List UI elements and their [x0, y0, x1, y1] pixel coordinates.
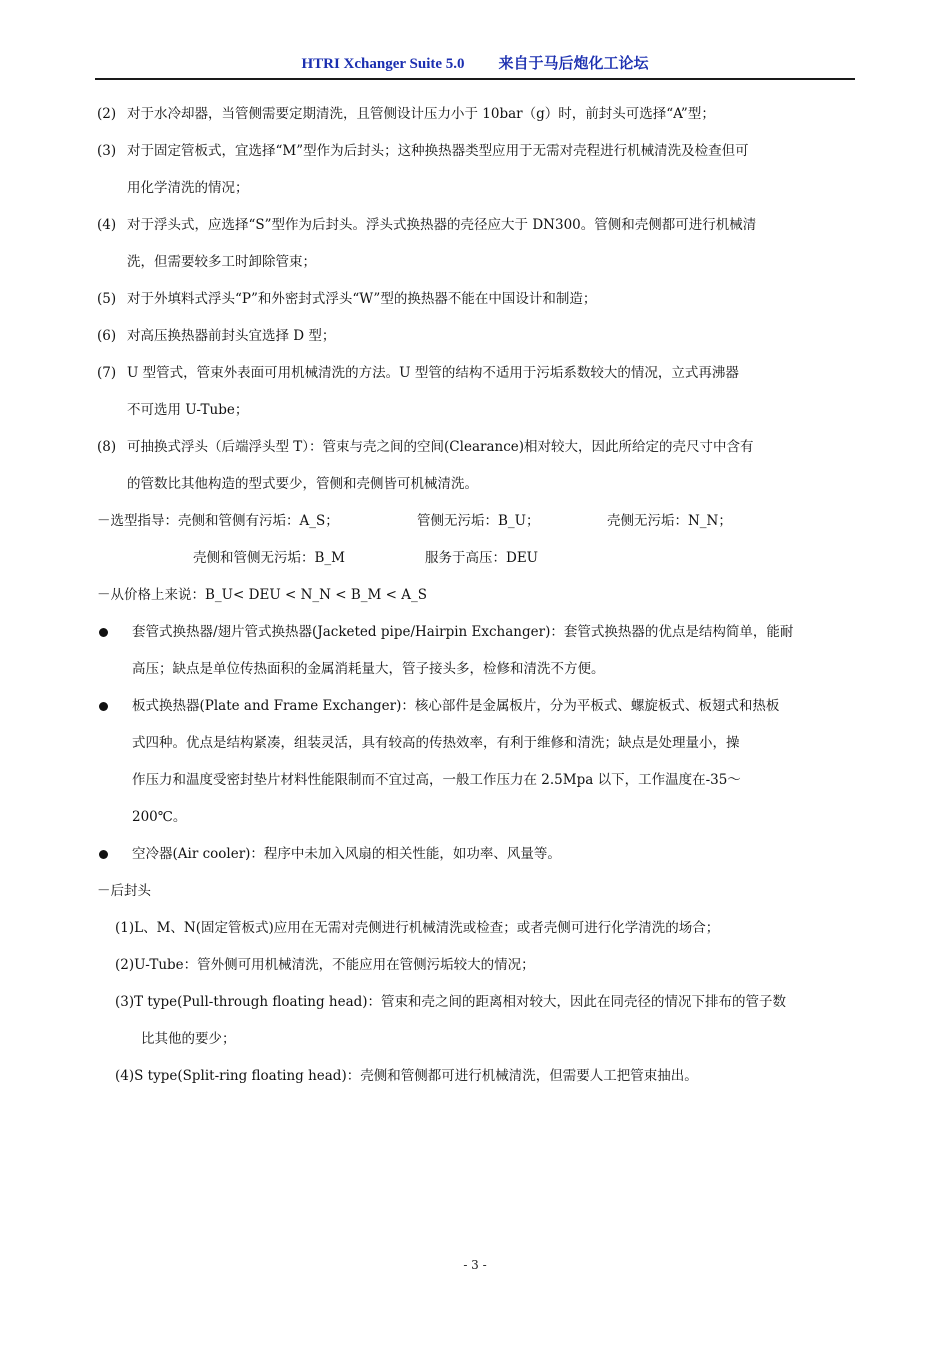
list-item — [97, 355, 853, 429]
item-number: (3) — [97, 143, 117, 159]
bullet-text: 板式换热器(Plate and Frame Exchanger)：核心部件是金属板片，分为平板式、螺旋板式、板翅式和热板 — [132, 698, 780, 714]
bullet-text: 套管式换热器/翅片管式换热器(Jacketed pipe/Hairpin Exchanger)：套管式换热器的优点是结构简单，能耐 — [132, 624, 794, 640]
sub-item-text: (1)L、M、N(固定管板式)应用在无需对壳侧进行机械清洗或检查；或者壳侧可进行化学清洗的场合； — [115, 920, 720, 936]
guide-cell: 服务于高压：DEU — [425, 550, 539, 566]
bullet-text: 式四种。优点是结构紧凑，组装灵活，具有较高的传热效率，有利于维修和清洗；缺点是处理量小，操 — [132, 735, 740, 751]
guide-cell: 壳侧和管侧无污垢：B_M — [193, 550, 345, 566]
selection-guide — [97, 503, 853, 577]
list-item — [97, 281, 853, 318]
guide-cell: －选型指导：壳侧和管侧有污垢：A_S； — [97, 513, 339, 529]
bullet-dot-icon — [99, 850, 108, 859]
bullet-item — [97, 614, 853, 688]
sub-item — [97, 1058, 853, 1095]
sub-item-text: (4)S type(Split-ring floating head)：壳侧和管侧都可进行机械清洗，但需要人工把管束抽出。 — [115, 1068, 698, 1084]
item-number: (5) — [97, 291, 117, 307]
item-text-cont: 洗，但需要较多工时卸除管束； — [127, 254, 316, 270]
price-line: －从价格上来说：B_U< DEU < N_N < B_M < A_S — [97, 587, 428, 603]
list-item — [97, 318, 853, 355]
guide-cell: 壳侧无污垢：N_N； — [607, 513, 732, 529]
sub-item-text: (3)T type(Pull-through floating head)：管束和壳之间的距离相对较大，因此在同壳径的情况下排布的管子数 — [115, 994, 787, 1010]
bullet-dot-icon — [99, 628, 108, 637]
item-number: (6) — [97, 328, 117, 344]
item-text: 可抽换式浮头（后端浮头型 T）：管束与壳之间的空间(Clearance)相对较大，因此所给定的壳尺寸中含有 — [127, 439, 754, 455]
sub-item — [97, 910, 853, 947]
item-text: 对于外填料式浮头“P”和外密封式浮头“W”型的换热器不能在中国设计和制造； — [127, 291, 597, 307]
page-header — [95, 52, 855, 80]
item-text-cont: 用化学清洗的情况； — [127, 180, 249, 196]
bullet-text: 200℃。 — [132, 809, 187, 825]
item-number: (7) — [97, 365, 117, 381]
bullet-text: 作压力和温度受密封垫片材料性能限制而不宜过高，一般工作压力在 2.5Mpa 以下，工作温度在-35～ — [132, 772, 741, 788]
sub-item — [97, 984, 853, 1058]
bullet-text: 高压；缺点是单位传热面积的金属消耗量大，管子接头多，检修和清洗不方便。 — [132, 661, 605, 677]
item-text: 对于浮头式，应选择“S”型作为后封头。浮头式换热器的壳径应大于 DN300。管侧和壳侧都可进行机械清 — [127, 217, 757, 233]
item-number: (4) — [97, 217, 117, 233]
header-title: HTRI Xchanger Suite 5.0 — [301, 56, 465, 72]
section-title: －后封头 — [97, 883, 151, 899]
sub-item-text-cont: 比其他的要少； — [141, 1031, 236, 1047]
item-text: 对于固定管板式，宜选择“M”型作为后封头；这种换热器类型应用于无需对壳程进行机械清洗及检查但可 — [127, 143, 749, 159]
bullet-dot-icon — [99, 702, 108, 711]
page-body — [97, 96, 853, 1095]
list-item — [97, 96, 853, 133]
item-text: U 型管式，管束外表面可用机械清洗的方法。U 型管的结构不适用于污垢系数较大的情况，立式再沸器 — [127, 365, 739, 381]
list-item — [97, 207, 853, 281]
item-text: 对高压换热器前封头宜选择 D 型； — [127, 328, 336, 344]
item-number: (2) — [97, 106, 117, 122]
page-number: - 3 - — [463, 1258, 487, 1272]
list-item — [97, 133, 853, 207]
sub-item-text: (2)U-Tube：管外侧可用机械清洗，不能应用在管侧污垢较大的情况； — [115, 957, 535, 973]
guide-cell: 管侧无污垢：B_U； — [417, 513, 540, 529]
bullet-text: 空冷器(Air cooler)：程序中未加入风扇的相关性能，如功率、风量等。 — [132, 846, 561, 862]
item-text-cont: 不可选用 U-Tube； — [127, 402, 249, 418]
item-text-cont: 的管数比其他构造的型式要少，管侧和壳侧皆可机械清洗。 — [127, 476, 478, 492]
item-number: (8) — [97, 439, 117, 455]
list-item — [97, 429, 853, 503]
sub-item — [97, 947, 853, 984]
bullet-item — [97, 836, 853, 873]
header-forum: 来自于马后炮化工论坛 — [498, 56, 649, 72]
item-text: 对于水冷却器，当管侧需要定期清洗，且管侧设计压力小于 10bar（g）时，前封头可选择“A”型； — [127, 106, 715, 122]
bullet-item — [97, 688, 853, 836]
